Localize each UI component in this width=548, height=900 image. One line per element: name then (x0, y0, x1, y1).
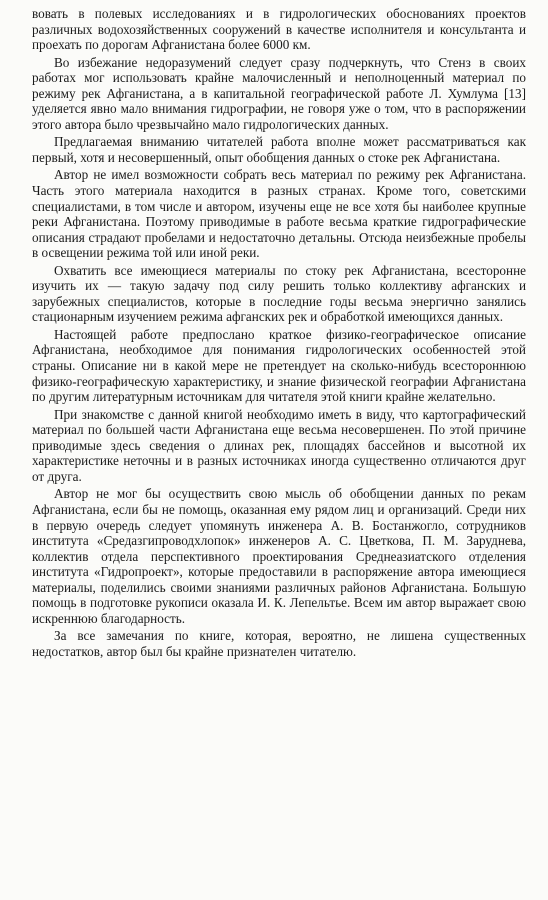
paragraph-closing-remark: За все замечания по книге, которая, вероятно, не лишена существенных недостатков, автор был бы крайне признателен читателю. (32, 628, 526, 659)
paragraph-physical-geography: Настоящей работе предпослано краткое физико-географическое описание Афганистана, необходимое для понимания гидрологических особенностей этой страны. Описание ни в какой мере не претендует на сколько-нибудь всестороннюю физико-географическую характеристику, и знание физической географии Афганистана по другим литературным источникам для читателя этой книги крайне желательно. (32, 326, 526, 405)
body-text (32, 6, 526, 661)
paragraph-continuation: вовать в полевых исследованиях и в гидрологических обоснованиях проектов различных водохозяйственных сооружений в качестве исполнителя и консультанта и проехать по дорогам Афганистана более 6000 км. (32, 6, 526, 53)
paragraph-cartographic-material: При знакомстве с данной книгой необходимо иметь в виду, что картографический материал по большей части Афганистана еще весьма несовершенен. По этой причине приводимые здесь сведения о длинах рек, площадях бассейнов и высотной их характеристике неточны и в разных источниках иногда существенно отличаются друг от друга. (32, 406, 526, 484)
paragraph-first-attempt: Предлагаемая вниманию читателей работа вполне может рассматриваться как первый, хотя и несовершенный, опыт обобщения данных о стоке рек Афганистана. (32, 134, 526, 165)
paragraph-material-gaps: Автор не имел возможности собрать весь материал по режиму рек Афганистана. Часть этого материала находится в разных странах. Кроме того, советскими специалистами, в том числе и автором, изучены еще не все хотя бы наиболее крупные реки Афганистана. Поэтому приводимые в работе весьма краткие гидрографические описания страдают пробелами и недостаточно детальны. Отсюда неизбежные пробелы в освещении режима той или иной реки. (32, 167, 526, 261)
paragraph-stenz-humlum: Во избежание недоразумений следует сразу подчеркнуть, что Стенз в своих работах мог использовать крайне малочисленный и неполноценный материал по режиму рек Афганистана, а в капитальной географической работе Л. Хумлума [13] уделяется явно мало внимания гидрографии, не говоря уже о том, что в распоряжении этого автора было чрезвычайно мало гидрологических данных. (32, 54, 526, 132)
paragraph-acknowledgements: Автор не мог бы осуществить свою мысль об обобщении данных по рекам Афганистана, если бы не помощь, оказанная ему рядом лиц и организаций. Среди них в первую очередь следует упомянуть инженера А. В. Бостанжогло, сотрудников института «Средазгипроводхлопок» инженеров А. С. Цветкова, П. М. Заруднева, коллектив отдела перспективного проектирования Среднеазиатского отделения института «Гидропроект», которые предоставили в распоряжение автора имеющиеся материалы, поделились своими знаниями различных районов Афганистана. Большую помощь в подготовке рукописи оказала И. К. Лепельтье. Всем им автор выражает свою искреннюю благодарность. (32, 486, 526, 626)
paragraph-collective-study: Охватить все имеющиеся материалы по стоку рек Афганистана, всесторонне изучить их — такую задачу под силу решить только коллективу афганских и зарубежных специалистов, которые в последние годы весьма энергично занялись стационарным изучением режима афганских рек и обработкой имеющихся данных. (32, 262, 526, 325)
